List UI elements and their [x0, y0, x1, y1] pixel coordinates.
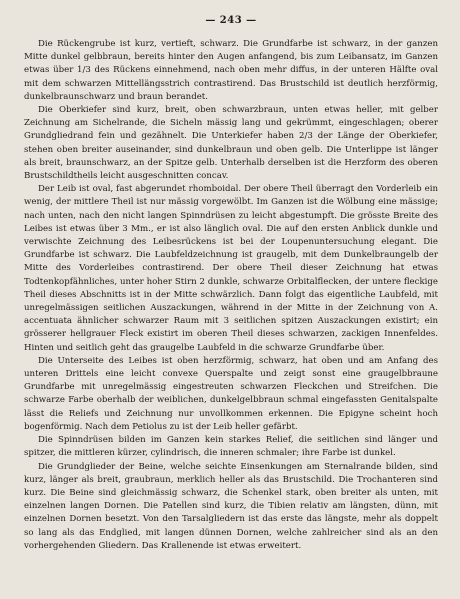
paragraph: Die Rückengrube ist kurz, vertieft, schwarz. Die Grundfarbe ist schwarz, in der ganzen Mitte dunkel gelbbraun, bereits hinter den Augen anfangend, bis zum Leibansatz, im Ganzen etwas über 1/3 des Rückens einnehmend, nach oben mehr diffus, in der unteren Hälfte oval mit dem schwarzen Mittellängsstrich contrastirend. Das Brustschild ist deutlich herzförmig, dunkelbraunschwarz und braun berandet. [24, 39, 438, 102]
body-text [24, 38, 438, 553]
paragraph: Die Spinndrüsen bilden im Ganzen kein starkes Relief, die seitlichen sind länger und spitzer, die mittleren kürzer, cylindrisch, die inneren schmaler; ihre Farbe ist dunkel. [24, 435, 438, 459]
paragraph: Die Grundglieder der Beine, welche seichte Einsenkungen am Sternalrande bilden, sind kurz, länger als breit, graubraun, merklich heller als das Brustschild. Die Trochanteren sind kurz. Die Beine sind gleichmässig schwarz, die Schenkel stark, oben breiter als unten, mit einzelnen langen Dornen. Die Patellen sind kurz, die Tibien relativ am längsten, dünn, mit einzelnen Dornen besetzt. Von den Tarsalgliedern ist das erste das längste, mehr als doppelt so lang als das Endglied, mit langen dünnen Dornen, welche zahlreicher sind als an den vorhergehenden Gliedern. Das Krallenende ist etwas erweitert. [24, 461, 438, 551]
paragraph: Die Unterseite des Leibes ist oben herzförmig, schwarz, hat oben und am Anfang des unteren Drittels eine leicht convexe Querspalte und zeigt sonst eine graugelbbraune Grundfarbe mit unregelmässig eingestreuten schwarzen Fleckchen und Streifchen. Die schwarze Farbe oberhalb der weiblichen, dunkelgelbbraun schmal eingefassten Genitalspalte lässt die Reliefs und Zeichnung nur unvollkommen erkennen. Die Epigyne scheint hoch bogenförmig. Nach dem Petiolus zu ist der Leib heller gefärbt. [24, 355, 438, 432]
paragraph: Die Oberkiefer sind kurz, breit, oben schwarzbraun, unten etwas heller, mit gelber Zeichnung am Sichelrande, die Sicheln mässig lang und gekrümmt, eingeschlagen; oberer Grundgliedrand fein und gezähnelt. Die Unterkiefer haben 2/3 der Länge der Oberkiefer, stehen oben breiter auseinander, sind dunkelbraun und oben gelb. Die Unterlippe ist länger als breit, braunschwarz, an der Spitze gelb. Unterhalb derselben ist die Herzform des oberen Brustschildtheils leicht ausgeschnitten concav. [24, 105, 438, 182]
paragraph: Der Leib ist oval, fast abgerundet rhomboidal. Der obere Theil überragt den Vorderleib ein wenig, der mittlere Theil ist nur mässig vorgewölbt. Im Ganzen ist die Wölbung eine mässige; nach unten, nach den nicht langen Spinndrüsen zu leicht abgestumpft. Die grösste Breite des Leibes ist etwas über 3 Mm., er ist also länglich oval. Die auf den ersten Anblick dunkle und verwischte Zeichnung des Leibesrückens ist bei der Loupenuntersuchung elegant. Die Grundfarbe ist schwarz. Die Laubfeldzeichnung ist graugelb, mit dem Dunkelbraungelb der Mitte des Vorderleibes contrastirend. Der obere Theil dieser Zeichnung hat etwas Todtenkopfähnliches, unter hoher Stirn 2 dunkle, schwarze Orbitalflecken, der untere fleckige Theil dieses Abschnitts ist in der Mitte schwärzlich. Dann folgt das eigentliche Laubfeld, mit unregelmässigen seitlichen Auszackungen, während in der Mitte in der Zeichnung von A. accentuata ähnlicher schwarzer Raum mit 3 seitlichen spitzen Auszackungen existirt; ein grösserer hellgrauer Fleck existirt im oberen Theil dieses schwarzen, zackigen Innenfeldes. Hinten und seitlich geht das graugelbe Laubfeld in die schwarze Grundfarbe über. [24, 184, 438, 353]
page-number: — 243 — [205, 15, 257, 26]
